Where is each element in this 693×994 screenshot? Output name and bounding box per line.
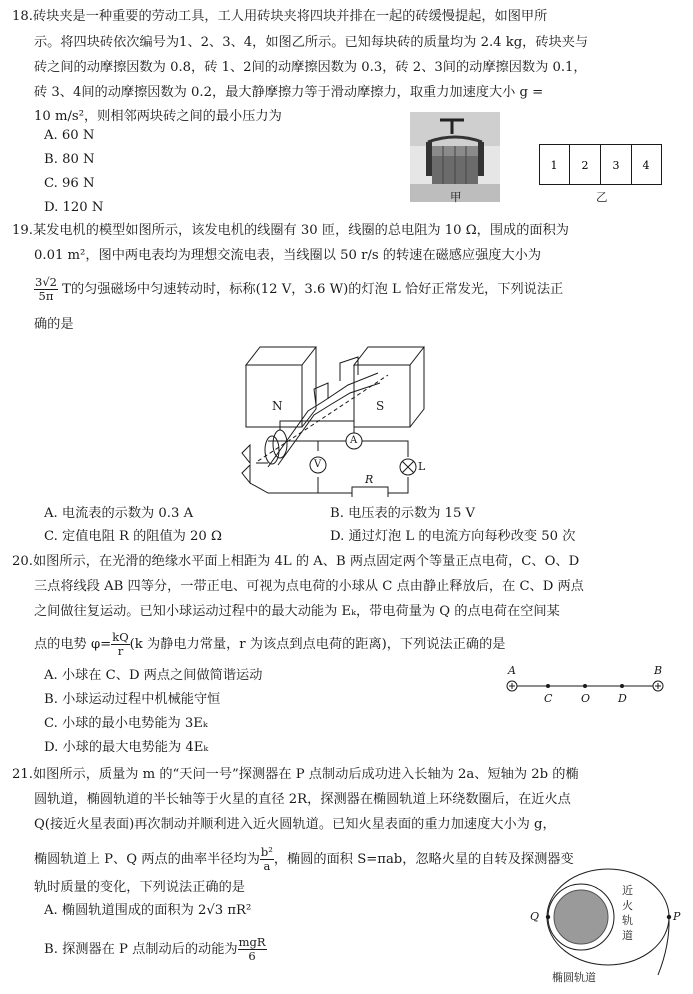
brick-4-label: 4 <box>642 159 650 172</box>
q18-option-a: A. 60 N <box>44 128 95 143</box>
kinetic-energy-fraction: $\frac{\text{mgR}}{6}$ <box>238 935 266 963</box>
q20-line-4: 点的电势 φ= $\frac{kQ}{r}$ (k 为静电力常量，r 为该点到点电荷的距离)，下列说法正确的是 <box>34 630 506 658</box>
q20-line-3: 之间做往复运动。已知小球运动过程中的最大动能为 Eₖ，带电荷量为 Q 的点电荷在空间某 <box>34 604 560 619</box>
q18-option-b: B. 80 N <box>44 152 95 167</box>
voltmeter-label: V <box>314 459 322 470</box>
q18-line-5: 10 m/s²，则相邻两块砖之间的最小压力为 <box>34 109 282 124</box>
ammeter-label: A <box>350 435 358 446</box>
resistor-label: R <box>365 473 374 486</box>
q19-option-b: B. 电压表的示数为 15 V <box>330 506 476 521</box>
q21-line-6: 轨时质量的变化，下列说法正确的是 <box>34 880 245 895</box>
magnet-s-label: S <box>376 399 385 413</box>
q21-line-2: 圆轨道，椭圆轨道的半长轴等于火星的直径 2R，探测器在椭圆轨道上环绕数圈后，在近火点 <box>34 792 571 807</box>
potential-fraction: $\frac{kQ}{r}$ <box>112 630 129 658</box>
orbit-diagram <box>528 865 681 994</box>
q19-line-3: $\frac{3√2}{5\pi}$ T的匀强磁场中匀速转动时，标称(12 V，3.6 W)的灯泡 L 恰好正常发光，下列说法正 <box>35 275 564 303</box>
q20-option-d: D. 小球的最大电势能为 4Eₖ <box>44 740 209 755</box>
fig-yi-label: 乙 <box>596 190 608 204</box>
q18-line-2: 示。将四块砖依次编号为1、2、3、4，如图乙所示。已知每块砖的质量均为 2.4 kg，砖块夹与 <box>34 35 589 50</box>
q18-line-1: 18.砖块夹是一种重要的劳动工具，工人用砖块夹将四块并排在一起的砖缓慢提起，如图甲所 <box>12 9 548 24</box>
q18-option-d: D. 120 N <box>44 200 104 215</box>
q21-line-3: Q(接近火星表面)再次制动并顺利进入近火圆轨道。已知火星表面的重力加速度大小为 g， <box>34 817 556 832</box>
q19-option-d: D. 通过灯泡 L 的电流方向每秒改变 50 次 <box>330 529 576 544</box>
point-d-label: D <box>618 692 627 705</box>
q21-option-b: B. 探测器在 P 点制动后的动能为 $\frac{\text{mgR}}{6}$ <box>44 935 266 963</box>
b-field-fraction: $\frac{3√2}{5\pi}$ <box>35 275 57 303</box>
point-o-label: O <box>581 692 591 705</box>
brick-3-label: 3 <box>612 159 620 172</box>
q19-option-c: C. 定值电阻 R 的阻值为 20 Ω <box>44 529 222 544</box>
q21-option-a: A. 椭圆轨道围成的面积为 2√3 πR² <box>44 903 252 918</box>
near-mars-orbit-label: 近 火 轨 道 <box>622 884 633 942</box>
q18-line-4: 砖 3、4间的动摩擦因数为 0.2，最大静摩擦力等于滑动摩擦力，取重力加速度大小 g = <box>34 85 544 100</box>
point-c-label: C <box>544 692 553 705</box>
brick-1-label: 1 <box>550 159 558 172</box>
four-bricks-diagram <box>539 144 663 190</box>
q20-option-a: A. 小球在 C、D 两点之间做简谐运动 <box>44 668 263 683</box>
charges-line-diagram <box>500 664 672 714</box>
q19-line-1: 19.某发电机的模型如图所示，该发电机的线圈有 30 匝，线圈的总电阻为 10 Ω，围成的面积为 <box>12 223 569 238</box>
q19-option-a: A. 电流表的示数为 0.3 A <box>44 506 194 521</box>
magnet-n-label: N <box>272 399 283 413</box>
point-a-label: A <box>508 664 516 677</box>
q18-option-c: C. 96 N <box>44 176 95 191</box>
q21-line-4: 椭圆轨道上 P、Q 两点的曲率半径均为 $\frac{\text{b²}}{a}$ ，椭圆的面积 S=πab，忽略火星的自转及探测器变 <box>34 845 574 873</box>
q20-option-c: C. 小球的最小电势能为 3Eₖ <box>44 716 208 731</box>
q18-line-3: 砖之间的动摩擦因数为 0.8，砖 1、2间的动摩擦因数为 0.3，砖 2、3间的动摩擦因数为 0.1， <box>34 60 587 75</box>
q19-line-2: 0.01 m²，图中两电表均为理想交流电表，当线圈以 50 r/s 的转速在磁感应强度大小为 <box>34 248 542 263</box>
q20-line-1: 20.如图所示，在光滑的绝缘水平面上相距为 4L 的 A、B 两点固定两个等量正点电荷，C、O、D <box>12 554 580 569</box>
lamp-label: L <box>418 460 426 473</box>
fig-jia-label: 甲 <box>450 190 462 204</box>
curvature-fraction: $\frac{\text{b²}}{a}$ <box>260 845 273 873</box>
ellipse-orbit-label: 椭圆轨道 <box>552 971 596 984</box>
generator-diagram <box>228 345 438 501</box>
point-b-label: B <box>654 664 663 677</box>
q19-line-4: 确的是 <box>34 317 74 332</box>
brick-2-label: 2 <box>581 159 589 172</box>
q20-line-2: 三点将线段 AB 四等分，一带正电、可视为点电荷的小球从 C 点由静止释放后，在 C、D 两点 <box>34 579 584 594</box>
q21-line-1: 21.如图所示，质量为 m 的“天问一号”探测器在 P 点制动后成功进入长轴为 2a、短轴为 2b 的椭 <box>12 767 579 782</box>
point-p-label: P <box>673 910 681 923</box>
point-q-label: Q <box>530 910 540 923</box>
q20-option-b: B. 小球运动过程中机械能守恒 <box>44 692 221 707</box>
